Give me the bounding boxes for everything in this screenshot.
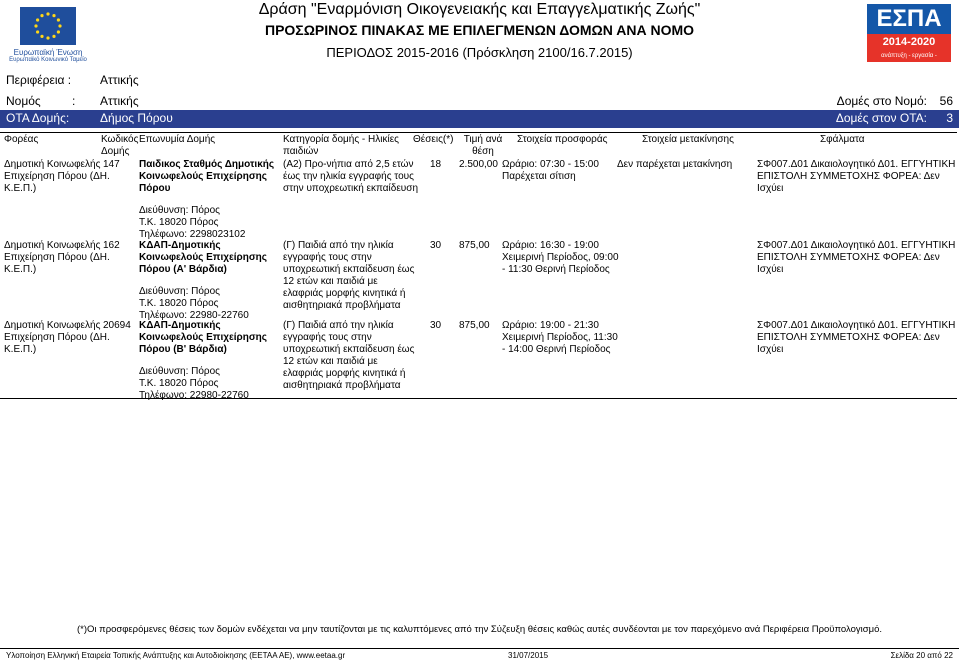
katigoria-line: αισθητηριακά προβλήματα: [283, 380, 401, 391]
table-row-eponymia: [139, 320, 267, 356]
col-sfalmata: Σφάλματα: [820, 134, 865, 145]
foreas-line: Επιχείρηση Πόρου (ΔΗ.: [4, 332, 110, 343]
foreas-line: Δημοτική Κοινωφελής: [4, 320, 101, 331]
table-row-katigoria: [283, 159, 418, 195]
ota-bar: [0, 110, 959, 128]
sfalmata-line: ΣΦ007.Δ01 Δικαιολογητικό Δ01. ΕΓΓΥΗΤΙΚΗ: [757, 240, 956, 251]
katigoria-line: (Γ) Παιδιά από την ηλικία: [283, 320, 394, 331]
table-row-prosfora: [502, 159, 599, 183]
ota-value: Δήμος Πόρου: [100, 111, 173, 125]
table-row-metakinisi: Δεν παρέχεται μετακίνηση: [617, 159, 733, 170]
address-line: Τ.Κ. 18020 Πόρος: [139, 298, 219, 309]
perifereia-label: Περιφέρεια :: [6, 73, 72, 87]
eu-logo-subtext: Ευρωπαϊκό Κοινωνικό Ταμείο: [9, 57, 87, 63]
espa-logo-name: ΕΣΠΑ: [867, 4, 951, 34]
table-row-theseis: 30: [430, 320, 442, 331]
katigoria-line: ελαφριάς μορφής κινητικά ή: [283, 288, 406, 299]
sfalmata-line: ΕΠΙΣΤΟΛΗ ΣΥΜΜΕΤΟΧΗΣ ΦΟΡΕΑ: Δεν Ισχύει: [757, 332, 940, 355]
table-row-foreas: [4, 240, 110, 276]
col-timi: [462, 134, 504, 158]
table-row-katigoria: [283, 320, 414, 392]
espa-logo: [867, 4, 951, 71]
domes-ota-count: 3: [946, 111, 953, 125]
doc-title: Δράση "Εναρμόνιση Οικογενειακής και Επαγγελματικής Ζωής": [258, 1, 701, 18]
footer-page-number: Σελίδα 20 από 22: [890, 651, 953, 660]
eponymia-line: Κοινωφελούς Επιχείρησης: [139, 252, 267, 263]
sfalmata-line: ΕΠΙΣΤΟΛΗ ΣΥΜΜΕΤΟΧΗΣ ΦΟΡΕΑ: Δεν Ισχύει: [757, 171, 940, 194]
katigoria-line: έως την ηλικία εγγραφής τους: [283, 171, 414, 182]
domes-nomo-label: Δομές στο Νομό:: [836, 94, 927, 108]
eponymia-line: Κοινωφελούς Επιχείρησης: [139, 171, 267, 182]
col-prosfora: Στοιχεία προσφοράς: [517, 134, 608, 145]
address-line: Διεύθυνση: Πόρος: [139, 286, 221, 297]
col-kodikos: [101, 134, 138, 158]
footer-date: 31/07/2015: [508, 651, 549, 660]
table-row-eponymia: [139, 159, 274, 195]
sfalmata-line: ΣΦ007.Δ01 Δικαιολογητικό Δ01. ΕΓΓΥΗΤΙΚΗ: [757, 159, 956, 170]
sfalmata-line: ΣΦ007.Δ01 Δικαιολογητικό Δ01. ΕΓΓΥΗΤΙΚΗ: [757, 320, 956, 331]
katigoria-line: ελαφριάς μορφής κινητικά ή: [283, 368, 406, 379]
eponymia-line: Κοινωφελούς Επιχείρησης: [139, 332, 267, 343]
address-line: Τηλέφωνο: 22980-22760: [139, 310, 249, 321]
col-foreas: Φορέας: [4, 134, 39, 145]
katigoria-line: (Γ) Παιδιά από την ηλικία: [283, 240, 394, 251]
table-row-timi: 875,00: [459, 320, 490, 331]
sfalmata-line: ΕΠΙΣΤΟΛΗ ΣΥΜΜΕΤΟΧΗΣ ΦΟΡΕΑ: Δεν Ισχύει: [757, 252, 940, 275]
domes-ota-label: Δομές στον ΟΤΑ:: [835, 111, 927, 125]
katigoria-line: 12 ετών και παιδιά με: [283, 356, 378, 367]
table-row-katigoria: [283, 240, 414, 312]
col-katigoria-l2: παιδιών: [283, 146, 319, 157]
eponymia-line: Πόρου: [139, 183, 171, 194]
table-row-address: [139, 366, 249, 402]
col-timi-l1: Τιμή ανά: [463, 134, 503, 145]
prosfora-line: - 11:30 Θερινή Περίοδος: [502, 264, 610, 275]
espa-logo-years: 2014-2020: [867, 34, 951, 50]
table-row-foreas: [4, 159, 110, 195]
col-katigoria: [283, 134, 399, 158]
nomos-label: Νομός: [6, 94, 41, 108]
eu-flag-icon: [20, 7, 76, 45]
col-metakinisi: Στοιχεία μετακίνησης: [642, 134, 734, 145]
table-row-sfalmata: [757, 240, 959, 276]
domes-nomo-count: 56: [939, 94, 953, 108]
prosfora-line: Παρέχεται σίτιση: [502, 171, 576, 182]
katigoria-line: (Α2) Προ-νήπια από 2,5 ετών: [283, 159, 414, 170]
table-row-sfalmata: [757, 159, 959, 195]
table-row-kodikos: 20694: [103, 320, 131, 331]
katigoria-line: 12 ετών και παιδιά με: [283, 276, 378, 287]
address-line: Τηλέφωνο: 2298023102: [139, 229, 246, 240]
address-line: Διεύθυνση: Πόρος: [139, 205, 221, 216]
doc-period: ΠΕΡΙΟΔΟΣ 2015-2016 (Πρόσκληση 2100/16.7.2015): [326, 45, 633, 60]
col-kodikos-l1: Κωδικός: [101, 134, 139, 145]
eu-logo: [6, 7, 90, 63]
table-row-theseis: 18: [430, 159, 442, 170]
address-line: Διεύθυνση: Πόρος: [139, 366, 221, 377]
table-row-prosfora: [502, 240, 619, 276]
col-eponymia: Επωνυμία Δομής: [139, 134, 216, 145]
katigoria-line: στην υποχρεωτική εκπαίδευση: [283, 183, 418, 194]
prosfora-line: Ωράριο: 07:30 - 15:00: [502, 159, 599, 170]
foreas-line: Επιχείρηση Πόρου (ΔΗ.: [4, 171, 110, 182]
eponymia-line: Πόρου (Β' Βάρδια): [139, 344, 227, 355]
col-theseis: Θέσεις(*): [413, 134, 454, 145]
ota-label: ΟΤΑ Δομής:: [6, 111, 70, 125]
table-row-prosfora: [502, 320, 618, 356]
table-row-address: [139, 286, 249, 322]
katigoria-line: υποχρεωτική εκπαίδευση έως: [283, 344, 415, 355]
table-row-eponymia: [139, 240, 267, 276]
foreas-line: Κ.Ε.Π.): [4, 344, 37, 355]
table-row-kodikos: 162: [103, 240, 120, 251]
eponymia-line: Πόρου (Α' Βάρδια): [139, 264, 227, 275]
table-row-timi: 875,00: [459, 240, 490, 251]
footer-divider: [0, 648, 959, 649]
table-row-sfalmata: [757, 320, 959, 356]
col-kodikos-l2: Δομής: [101, 146, 130, 157]
espa-logo-slogan: ανάπτυξη - εργασία - αλληλεγγύη: [867, 50, 951, 62]
table-row-kodikos: 147: [103, 159, 120, 170]
katigoria-line: εγγραφής τους στην: [283, 332, 372, 343]
foreas-line: Δημοτική Κοινωφελής: [4, 240, 101, 251]
footer-credit: Υλοποίηση Ελληνική Εταιρεία Τοπικής Ανάπτυξης και Αυτοδιοίκησης (ΕΕΤΑΑ ΑΕ), www.eetaa.gr: [6, 651, 346, 660]
prosfora-line: Χειμερινή Περίοδος, 09:00: [502, 252, 619, 263]
table-row-address: [139, 205, 245, 241]
col-timi-l2: θέση: [472, 146, 494, 157]
foreas-line: Δημοτική Κοινωφελής: [4, 159, 101, 170]
address-line: Τ.Κ. 18020 Πόρος: [139, 378, 219, 389]
prosfora-line: - 14:00 Θερινή Περίοδος: [502, 344, 611, 355]
footnote: (*)Οι προσφερόμενες θέσεις των δομών ενδέχεται να μην ταυτίζονται με τις καλυπτόμενες από την Σύζευξη θέσεις καθώς αυτές συνδέονται με τον παρεχόμενο ανά Περιφέρεια Προϋπολογισμό.: [77, 624, 882, 635]
table-row-theseis: 30: [430, 240, 442, 251]
foreas-line: Κ.Ε.Π.): [4, 183, 37, 194]
table-row-timi: 2.500,00: [459, 159, 498, 170]
address-line: Τ.Κ. 18020 Πόρος: [139, 217, 219, 228]
eu-logo-text: Ευρωπαϊκή Ένωση: [13, 48, 83, 57]
katigoria-line: αισθητηριακά προβλήματα: [283, 300, 401, 311]
foreas-line: Κ.Ε.Π.): [4, 264, 37, 275]
eponymia-line: Παιδικος Σταθμός Δημοτικής: [139, 159, 275, 170]
nomos-colon: :: [72, 94, 76, 108]
nomos-value: Αττικής: [100, 94, 139, 108]
doc-subtitle: ΠΡΟΣΩΡΙΝΟΣ ΠΙΝΑΚΑΣ ΜΕ ΕΠΙΛΕΓΜΕΝΩΝ ΔΟΜΩΝ ΑΝΑ ΝΟΜΟ: [264, 22, 695, 38]
prosfora-line: Ωράριο: 19:00 - 21:30: [502, 320, 599, 331]
foreas-line: Επιχείρηση Πόρου (ΔΗ.: [4, 252, 110, 263]
prosfora-line: Χειμερινή Περίοδος, 11:30: [502, 332, 618, 343]
col-katigoria-l1: Κατηγορία δομής - Ηλικίες: [283, 134, 399, 145]
table-row-foreas: [4, 320, 110, 356]
eponymia-line: ΚΔΑΠ-Δημοτικής: [139, 320, 221, 331]
katigoria-line: υποχρεωτική εκπαίδευση έως: [283, 264, 415, 275]
eponymia-line: ΚΔΑΠ-Δημοτικής: [139, 240, 221, 251]
katigoria-line: εγγραφής τους στην: [283, 252, 372, 263]
address-line: Τηλέφωνο: 22980-22760: [139, 390, 249, 401]
perifereia-value: Αττικής: [100, 73, 139, 87]
prosfora-line: Ωράριο: 16:30 - 19:00: [502, 240, 599, 251]
